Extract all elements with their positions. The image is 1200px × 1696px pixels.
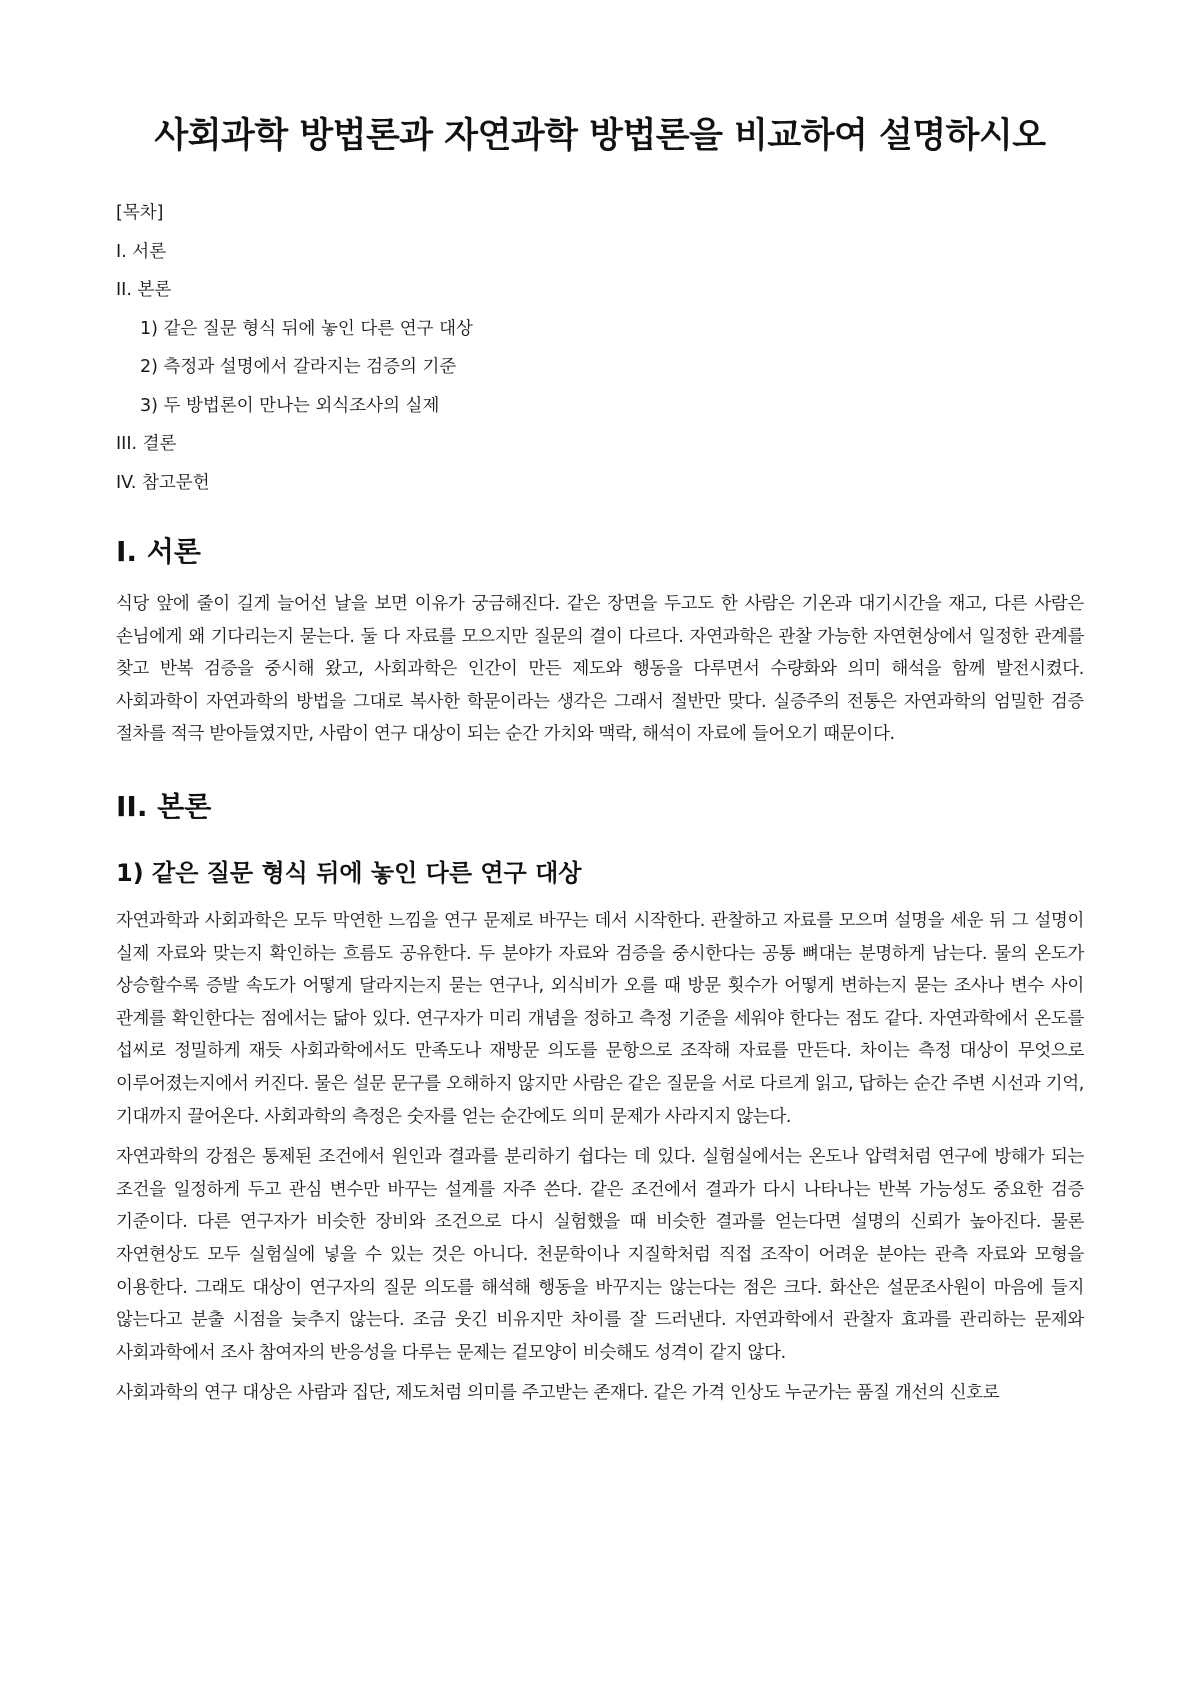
body-heading: II. 본론 — [116, 789, 212, 823]
toc-item-conclusion: III. 결론 — [116, 434, 177, 454]
toc-item-body-sub2: 2) 측정과 설명에서 갈라지는 검증의 기준 — [140, 357, 457, 377]
introduction-section — [116, 532, 1084, 751]
body-section — [116, 787, 1084, 827]
toc-item-introduction: I. 서론 — [116, 241, 167, 262]
subsection-1-paragraph-2: 자연과학의 강점은 통제된 조건에서 원인과 결과를 분리하기 쉽다는 데 있다. 실험실에서는 온도나 압력처럼 연구에 방해가 되는 조건을 일정하게 두고 관심 변수만 바꾸는 설계를 자주 쓴다. 같은 조건에서 결과가 다시 나타나는 반복 가능성도 중요한 검증 기준이다. 다른 연구자가 비슷한 장비와 조건으로 다시 실험했을 때 비슷한 결과를 얻는다면 설명의 신뢰가 높아진다. 물론 자연현상도 모두 실험실에 넣을 수 있는 것은 아니다. 천문학이나 지질학처럼 직접 조작이 어려운 분야는 관측 자료와 모형을 이용한다. 그래도 대상이 연구자의 질문 의도를 해석해 행동을 바꾸지는 않는다는 점은 크다. 화산은 설문조사원이 마음에 들지 않는다고 분출 시점을 늦추지 않는다. 조금 웃긴 비유지만 차이를 잘 드러낸다. 자연과학에서 관찰자 효과를 관리하는 문제와 사회과학에서 조사 참여자의 반응성을 다루는 문제는 겉모양이 비슷해도 성격이 같지 않다. — [116, 1147, 1084, 1363]
introduction-paragraph: 식당 앞에 줄이 길게 늘어선 날을 보면 이유가 궁금해진다. 같은 장면을 두고도 한 사람은 기온과 대기시간을 재고, 다른 사람은 손님에게 왜 기다리는지 묻는다. 둘 다 자료를 모으지만 질문의 결이 다르다. 자연과학은 관찰 가능한 자연현상에서 일정한 관계를 찾고 반복 검증을 중시해 왔고, 사회과학은 인간이 만든 제도와 행동을 다루면서 수량화와 의미 해석을 함께 발전시켰다. 사회과학이 자연과학의 방법을 그대로 복사한 학문이라는 생각은 그래서 절반만 맞다. 실증주의 전통은 자연과학의 엄밀한 검증 절차를 적극 받아들였지만, 사람이 연구 대상이 되는 순간 가치와 맥락, 해석이 자료에 들어오기 때문이다. — [116, 594, 1084, 745]
body-subsection-1 — [116, 855, 1084, 1410]
toc-item-body-sub1: 1) 같은 질문 형식 뒤에 놓인 다른 연구 대상 — [140, 318, 473, 339]
document-title: 사회과학 방법론과 자연과학 방법론을 비교하여 설명하시오 — [154, 116, 1046, 156]
introduction-heading: I. 서론 — [116, 535, 201, 568]
toc-item-body: II. 본론 — [116, 280, 172, 300]
subsection-1-heading: 1) 같은 질문 형식 뒤에 놓인 다른 연구 대상 — [116, 858, 582, 887]
table-of-contents — [116, 194, 1084, 502]
toc-item-body-sub3: 3) 두 방법론이 만나는 외식조사의 실제 — [140, 395, 440, 416]
subsection-1-paragraph-1: 자연과학과 사회과학은 모두 막연한 느낌을 연구 문제로 바꾸는 데서 시작한다. 관찰하고 자료를 모으며 설명을 세운 뒤 그 설명이 실제 자료와 맞는지 확인하는 흐름도 공유한다. 두 분야가 자료와 검증을 중시한다는 공통 뼈대는 분명하게 남는다. 물의 온도가 상승할수록 증발 속도가 어떻게 달라지는지 묻는 연구나, 외식비가 오를 때 방문 횟수가 어떻게 변하는지 묻는 조사나 변수 사이 관계를 확인한다는 점에서는 닮아 있다. 연구자가 미리 개념을 정하고 측정 기준을 세워야 한다는 점도 같다. 자연과학에서 온도를 섭씨로 정밀하게 재듯 사회과학에서도 만족도나 재방문 의도를 문항으로 조작해 자료를 만든다. 차이는 측정 대상이 무엇으로 이루어졌는지에서 커진다. 물은 설문 문구를 오해하지 않지만 사람은 같은 질문을 서로 다르게 읽고, 답하는 순간 주변 시선과 기억, 기대까지 끌어온다. 사회과학의 측정은 숫자를 얻는 순간에도 의미 문제가 사라지지 않는다. — [116, 910, 1084, 1127]
subsection-1-paragraph-3: 사회과학의 연구 대상은 사람과 집단, 제도처럼 의미를 주고받는 존재다. 같은 가격 인상도 누군가는 품질 개선의 신호로 — [116, 1383, 1000, 1404]
toc-heading: [목차] — [116, 203, 164, 223]
toc-item-references: IV. 참고문헌 — [116, 472, 210, 493]
